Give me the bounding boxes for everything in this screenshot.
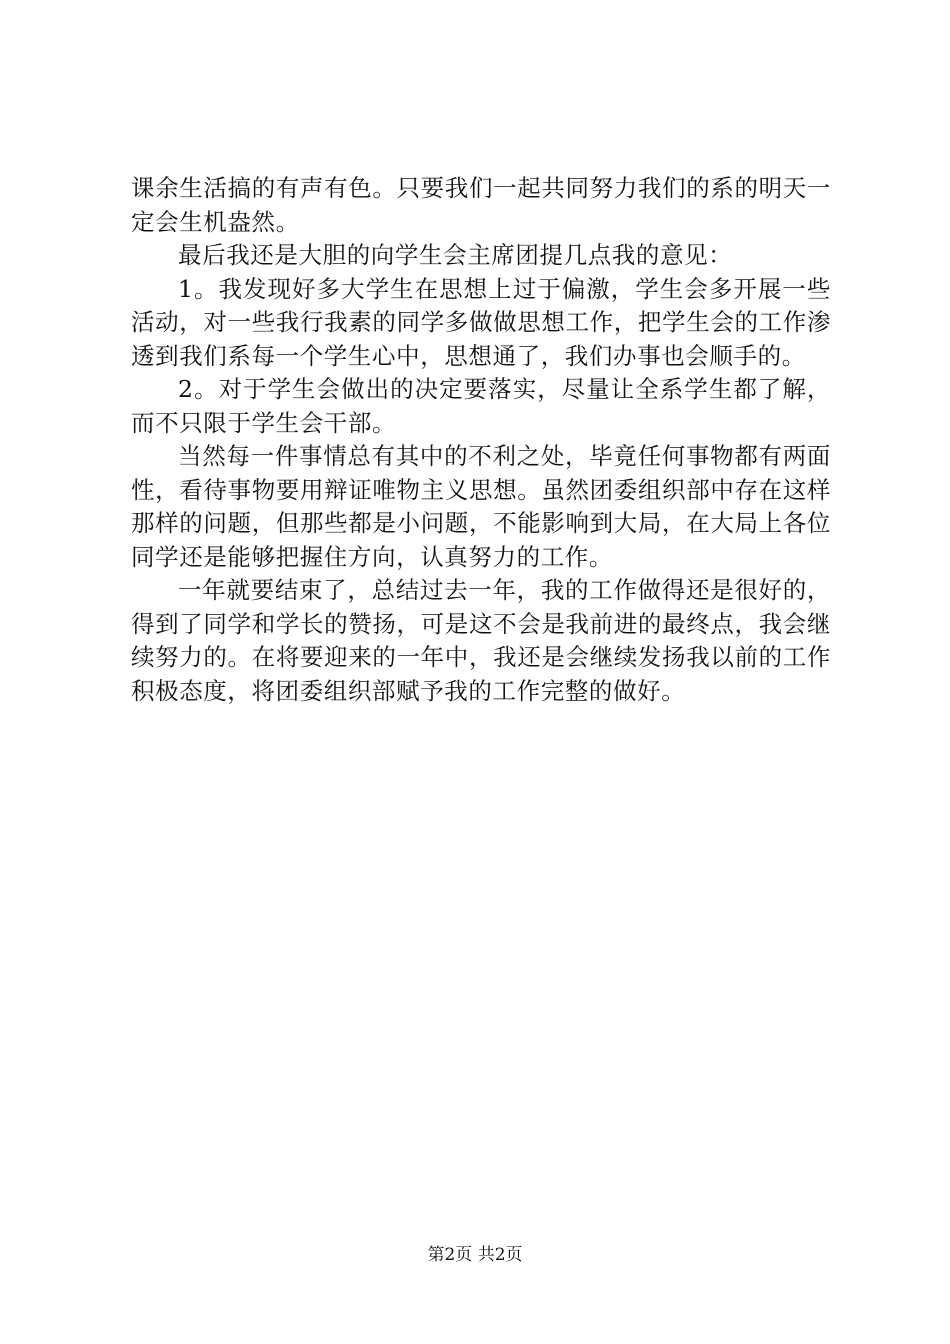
document-body [131,172,831,708]
paragraph-suggestion-2: 2。对于学生会做出的决定要落实，尽量让全系学生都了解，而不只限于学生会干部。 [131,375,831,437]
paragraph-continuation: 课余生活搞的有声有色。只要我们一起共同努力我们的系的明天一定会生机盎然。 [131,174,831,236]
paragraph-conclusion: 一年就要结束了，总结过去一年，我的工作做得还是很好的，得到了同学和学长的赞扬，可是这不会是我前进的最终点，我会继续努力的。在将要迎来的一年中，我还是会继续发扬我以前的工作积极态度，将团委组织部赋予我的工作完整的做好。 [131,576,831,705]
paragraph-suggestion-1: 1。我发现好多大学生在思想上过于偏激，学生会多开展一些活动，对一些我行我素的同学多做做思想工作，把学生会的工作渗透到我们系每一个学生心中，思想通了，我们办事也会顺手的。 [131,274,831,370]
page-number-label: 第2页 共2页 [427,1245,523,1265]
page-footer [0,1244,950,1266]
paragraph-suggestions-intro: 最后我还是大胆的向学生会主席团提几点我的意见： [178,241,733,269]
paragraph-reflection: 当然每一件事情总有其中的不利之处，毕竟任何事物都有两面性，看待事物要用辩证唯物主义思想。虽然团委组织部中存在这样那样的问题，但那些都是小问题，不能影响到大局，在大局上各位同学还是能够把握住方向，认真努力的工作。 [131,442,831,571]
